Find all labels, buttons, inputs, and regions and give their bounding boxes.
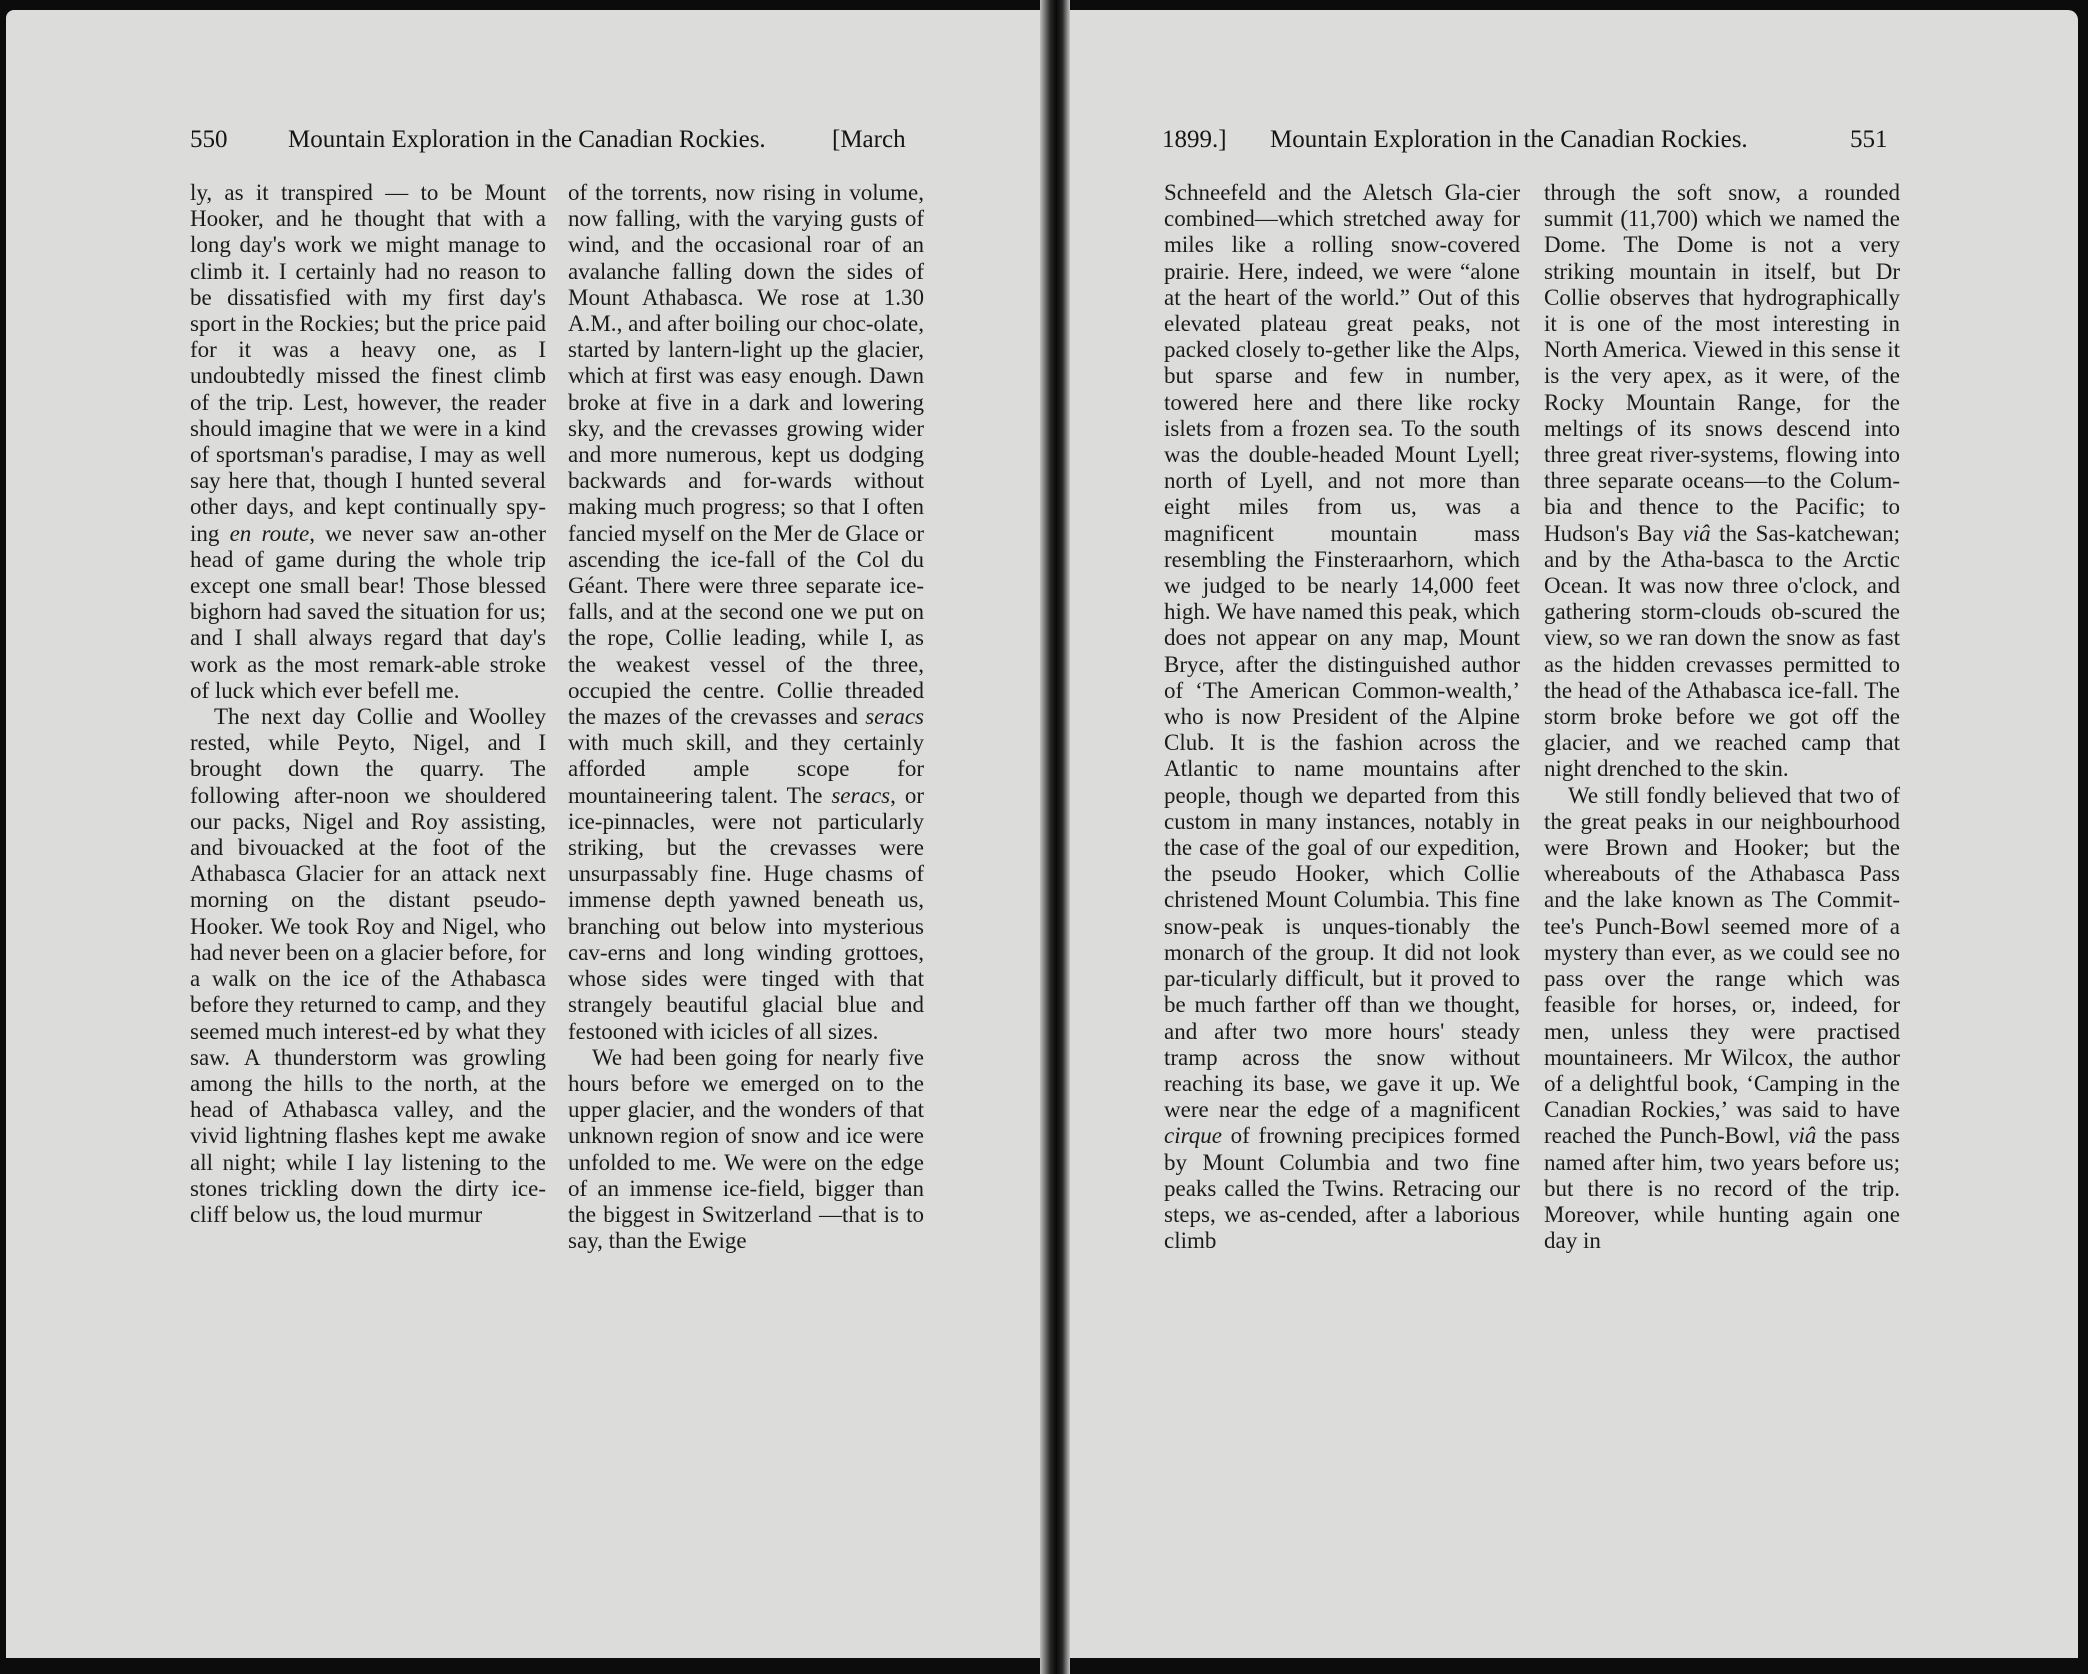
paragraph: of the torrents, now rising in volume, now falling, with the varying gusts of wind, and the occasional roar of an avalanche falling down the sides of Mount Athabasca. We rose at 1.30 A.M., and after boiling our choc-olate, started by lantern-light up the glacier, which at first was easy enough. Dawn broke at five in a dark and lowering sky, and the crevasses growing wider and more numerous, kept us dodging backwards and for-wards without making much progress; so that I often fancied myself on the Mer de Glace or ascending the ice-fall of the Col du Géant. There were three separate ice-falls, and at the second one we put on the rope, Collie leading, while I, as the weakest vessel of the three, occupied the centre. Collie threaded the mazes of the crevasses and seracs with much skill, and they certainly afforded ample scope for mountaineering talent. The seracs, or ice-pinnacles, were not particularly striking, but the crevasses were unsurpassably fine. Huge chasms of immense depth yawned beneath us, branching out below into mysterious cav-erns and long winding grottoes, whose sides were tinged with that strangely beautiful glacial blue and festooned with icicles of all sizes. (568, 180, 924, 1044)
left-header-date: [March (832, 126, 906, 153)
left-running-title: Mountain Exploration in the Canadian Rockies. (288, 126, 766, 153)
left-column-2 (568, 180, 924, 1254)
left-page-number: 550 (190, 126, 228, 153)
right-running-title: Mountain Exploration in the Canadian Rockies. (1270, 126, 1748, 153)
paragraph: through the soft snow, a rounded summit (11,700) which we named the Dome. The Dome is not a very striking mountain in itself, but Dr Collie observes that hydrographically it is one of the most interesting in North America. Viewed in this sense it is the very apex, as it were, of the Rocky Mountain Range, for the meltings of its snows descend into three great river-systems, flowing into three separate oceans—to the Colum-bia and thence to the Pacific; to Hudson's Bay viâ the Sas-katchewan; and by the Atha-basca to the Arctic Ocean. It was now three o'clock, and gathering storm-clouds ob-scured the view, so we ran down the snow as fast as the hidden crevasses permitted to the head of the Athabasca ice-fall. The storm broke before we got off the glacier, and we reached camp that night drenched to the skin. (1544, 180, 1900, 782)
right-column-1 (1164, 180, 1520, 1254)
left-column-1 (190, 180, 546, 1228)
paragraph: The next day Collie and Woolley rested, while Peyto, Nigel, and I brought down the quarry. The following after-noon we shouldered our packs, Nigel and Roy assisting, and bivouacked at the foot of the Athabasca Glacier for an attack next morning on the distant pseudo-Hooker. We took Roy and Nigel, who had never been on a glacier before, for a walk on the ice of the Athabasca before they returned to camp, and they seemed much interest-ed by what they saw. A thunderstorm was growling among the hills to the north, at the head of Athabasca valley, and the vivid lightning flashes kept me awake all night; while I lay listening to the stones trickling down the dirty ice-cliff below us, the loud murmur (190, 704, 546, 1227)
right-header-date: 1899.] (1162, 126, 1227, 153)
right-page-number: 551 (1850, 126, 1888, 153)
right-column-2 (1544, 180, 1900, 1254)
paragraph: Schneefeld and the Aletsch Gla-cier combined—which stretched away for miles like a rolling snow-covered prairie. Here, indeed, we were “alone at the heart of the world.” Out of this elevated plateau great peaks, not packed closely to-gether like the Alps, but sparse and few in number, towered here and there like rocky islets from a frozen sea. To the south was the double-headed Mount Lyell; north of Lyell, and not more than eight miles from us, was a magnificent mountain mass resembling the Finsteraarhorn, which we judged to be nearly 14,000 feet high. We have named this peak, which does not appear on any map, Mount Bryce, after the distinguished author of ‘The American Common-wealth,’ who is now President of the Alpine Club. It is the fashion across the Atlantic to name mountains after people, though we departed from this custom in many instances, notably in the case of the goal of our expedition, the pseudo Hooker, which Collie christened Mount Columbia. This fine snow-peak is unques-tionably the monarch of the group. It did not look par-ticularly difficult, but it proved to be much farther off than we thought, and after two more hours' steady tramp across the snow without reaching its base, we gave it up. We were near the edge of a magnificent cirque of frowning precipices formed by Mount Columbia and two fine peaks called the Twins. Retracing our steps, we as-cended, after a laborious climb (1164, 180, 1520, 1254)
right-page (1062, 10, 2078, 1658)
left-page (6, 10, 1048, 1658)
paragraph: ly, as it transpired — to be Mount Hooker, and he thought that with a long day's work we might manage to climb it. I certainly had no reason to be dissatisfied with my first day's sport in the Rockies; but the price paid for it was a heavy one, as I undoubtedly missed the finest climb of the trip. Lest, however, the reader should imagine that we were in a kind of sportsman's paradise, I may as well say here that, though I hunted several other days, and kept continually spy-ing en route, we never saw an-other head of game during the whole trip except one small bear! Those blessed bighorn had saved the situation for us; and I shall always regard that day's work as the most remark-able stroke of luck which ever befell me. (190, 180, 547, 703)
paragraph: We still fondly believed that two of the great peaks in our neighbourhood were Brown and Hooker; but the whereabouts of the Athabasca Pass and the lake known as The Commit-tee's Punch-Bowl seemed more of a mystery than ever, as we could see no pass over the range which was feasible for horses, or, indeed, for men, unless they were practised mountaineers. Mr Wilcox, the author of a delightful book, ‘Camping in the Canadian Rockies,’ was said to have reached the Punch-Bowl, viâ the pass named after him, two years before us; but there is no record of the trip. Moreover, while hunting again one day in (1544, 782, 1900, 1254)
book-gutter (1040, 0, 1070, 1674)
paragraph: We had been going for nearly five hours before we emerged on to the upper glacier, and the wonders of that unknown region of snow and ice were unfolded to me. We were on the edge of an immense ice-field, bigger than the biggest in Switzerland —that is to say, than the Ewige (568, 1044, 924, 1254)
